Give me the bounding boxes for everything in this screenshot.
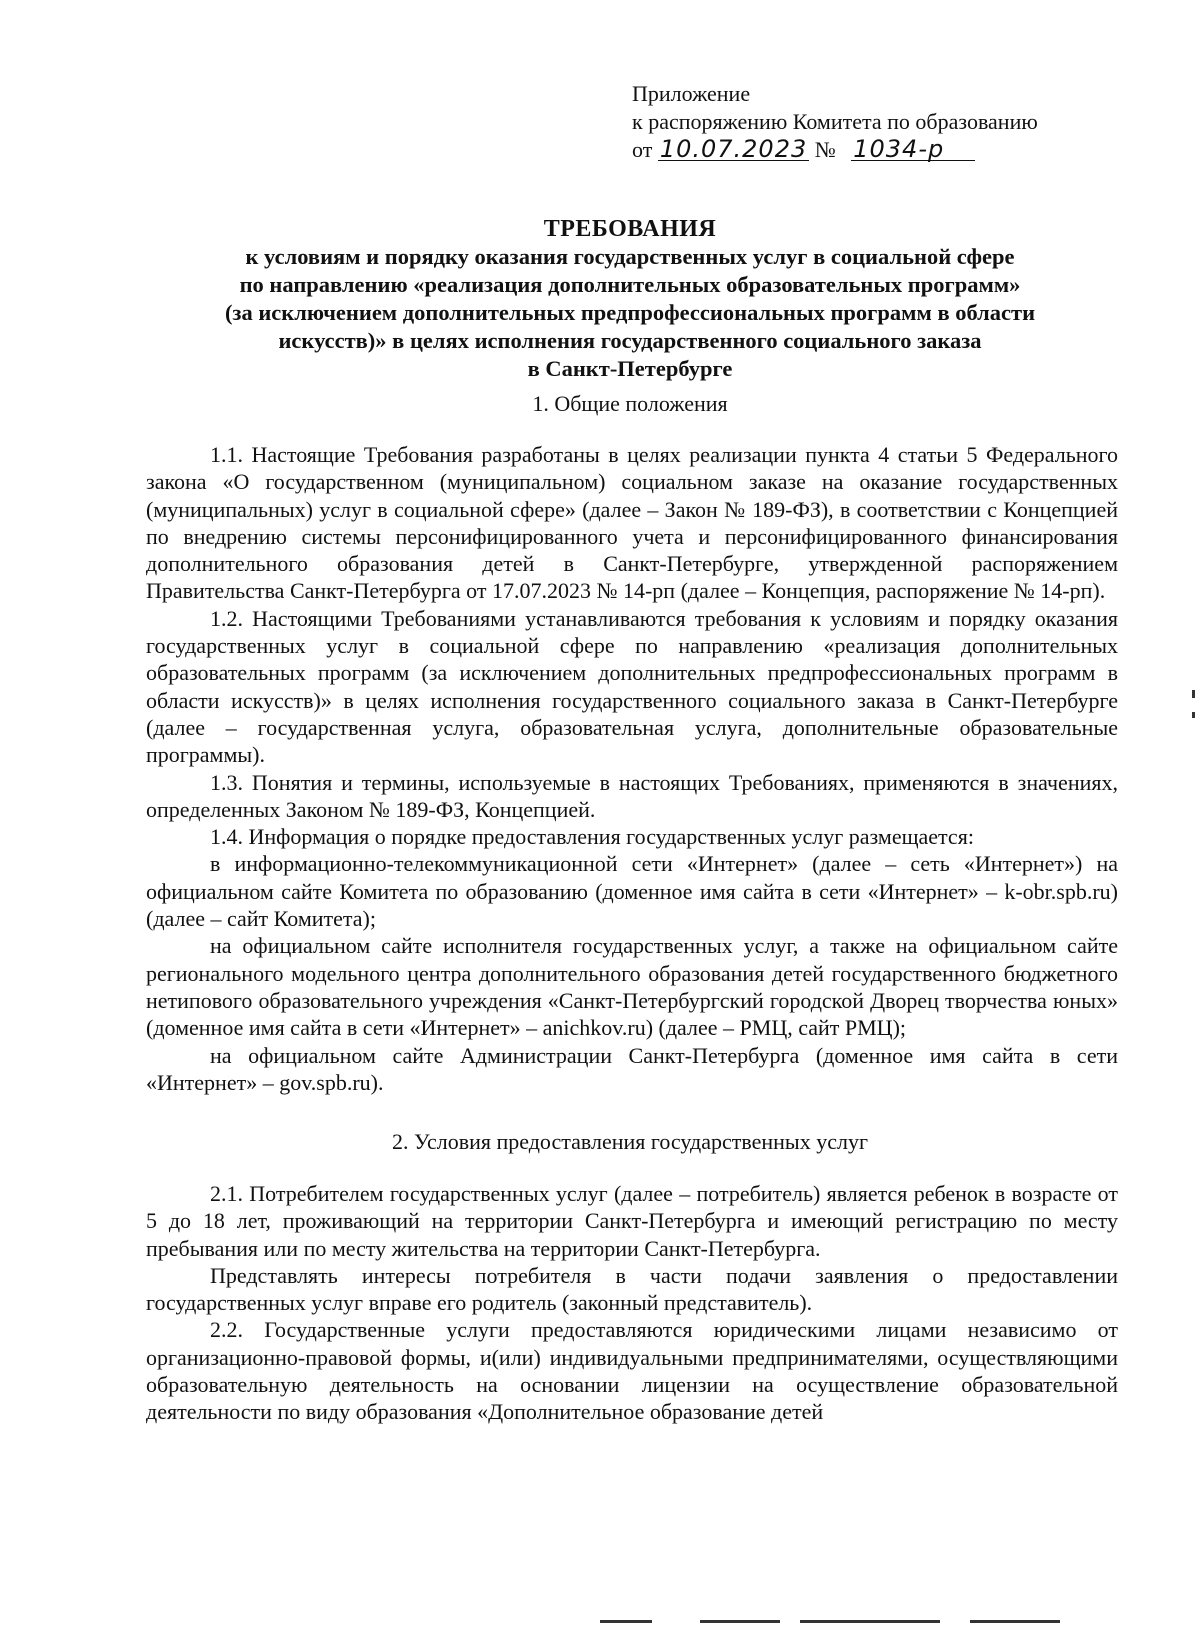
- paragraph-1-1: 1.1. Настоящие Требования разработаны в целях реализации пункта 4 статьи 5 Федерального закона «О государственном (муниципальном) социальном заказе на оказание государственных (муниципальных) услуг в социальной сфере» (далее – Закон № 189-ФЗ), в соответствии с Концепцией по внедрению системы персонифицированного учета и персонифицированного финансирования дополнительного образования детей в Санкт-Петербурге, утвержденной распоряжением Правительства Санкт-Петербурга от 17.07.2023 № 14-рп (далее – Концепция, распоряжение № 14-рп).: [146, 442, 1118, 604]
- date-prefix: от: [632, 137, 653, 162]
- section-1-body: [146, 441, 1118, 1096]
- title-line: в Санкт-Петербурге: [527, 356, 733, 381]
- scan-mark: [600, 1620, 652, 1623]
- document-title: [150, 215, 1110, 383]
- paragraph-1-3: 1.3. Понятия и термины, используемые в настоящих Требованиях, применяются в значениях, определенных Законом № 189-ФЗ, Концепцией.: [146, 769, 1118, 822]
- paragraph-1-4: 1.4. Информация о порядке предоставления государственных услуг размещается:: [210, 824, 974, 850]
- paragraph-2-2: 2.2. Государственные услуги предоставляются юридическими лицами независимо от организационно-правовой формы, и(или) индивидуальными предпринимателями, осуществляющими образовательную деятельность на основании лицензии на осуществление образовательной деятельности по виду образования «Дополнительное образование детей: [146, 1317, 1118, 1425]
- title-main: ТРЕБОВАНИЯ: [543, 216, 717, 242]
- appendix-header: [632, 80, 1092, 164]
- section-2-heading: 2. Условия предоставления государственных услуг: [392, 1129, 868, 1154]
- paragraph-2-1: 2.1. Потребителем государственных услуг (далее – потребитель) является ребенок в возрасте от 5 до 18 лет, проживающий на территории Санкт-Петербурга и имеющий регистрацию по месту пребывания или по месту жительства на территории Санкт-Петербурга.: [146, 1181, 1118, 1261]
- scan-mark: [1192, 690, 1195, 698]
- section-1-heading: 1. Общие положения: [532, 391, 728, 416]
- appendix-to: к распоряжению Комитета по образованию: [632, 109, 1038, 134]
- paragraph-1-2: 1.2. Настоящими Требованиями устанавливаются требования к условиям и порядку оказания государственных услуг в социальной сфере по направлению «реализация дополнительных образовательных программ (за исключением дополнительных предпрофессиональных программ в области искусств)» в целях исполнения государственного социального заказа в Санкт-Петербурге (далее – государственная услуга, образовательная услуга, дополнительные образовательные программы).: [146, 605, 1118, 768]
- title-line: по направлению «реализация дополнительных образовательных программ»: [239, 272, 1021, 297]
- paragraph-2-1-representative: Представлять интересы потребителя в части подачи заявления о предоставлении государственных услуг вправе его родитель (законный представитель).: [146, 1262, 1118, 1316]
- appendix-label: Приложение: [632, 81, 751, 106]
- paragraph-1-4-rmc: на официальном сайте исполнителя государственных услуг, а также на официальном сайте регионального модельного центра дополнительного образования детей государственного бюджетного нетипового образовательного учреждения «Санкт-Петербургский городской Дворец творчества юных» (доменное имя сайта в сети «Интернет» – anichkov.ru) (далее – РМЦ, сайт РМЦ);: [146, 933, 1118, 1041]
- title-line: (за исключением дополнительных предпрофессиональных программ в области: [224, 300, 1036, 325]
- handwritten-date: 10.07.2023: [659, 135, 808, 163]
- scan-mark: [1192, 712, 1195, 718]
- title-line: к условиям и порядку оказания государственных услуг в социальной сфере: [245, 244, 1015, 269]
- scan-mark: [970, 1620, 1060, 1623]
- section-2-body: [146, 1180, 1118, 1426]
- title-line: искусств)» в целях исполнения государственного социального заказа: [278, 328, 982, 353]
- paragraph-1-4-internet: в информационно-телекоммуникационной сети «Интернет» (далее – сеть «Интернет») на официальном сайте Комитета по образованию (доменное имя сайта в сети «Интернет» – k-obr.spb.ru) (далее – сайт Комитета);: [146, 851, 1118, 932]
- appendix-date-line: [632, 136, 1092, 164]
- scan-mark: [800, 1620, 940, 1623]
- paragraph-1-4-gov: на официальном сайте Администрации Санкт-Петербурга (доменное имя сайта в сети «Интернет» – gov.spb.ru).: [146, 1042, 1118, 1095]
- number-prefix: №: [814, 137, 836, 162]
- handwritten-number: 1034-р: [851, 138, 975, 161]
- scan-mark: [700, 1620, 780, 1623]
